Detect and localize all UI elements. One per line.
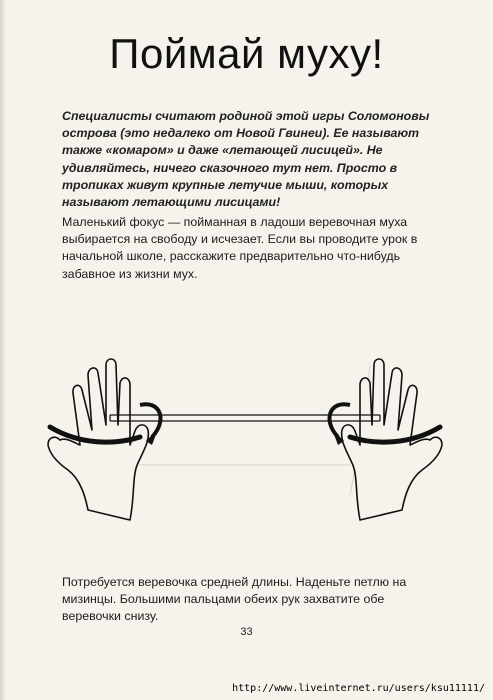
page-number: 33	[240, 626, 253, 638]
page-title: Поймай муху!	[109, 30, 384, 77]
hands-string-illustration	[40, 345, 450, 535]
page-edge-shadow	[0, 0, 6, 700]
trick-description-paragraph: Маленький фокус — пойманная в ладоши веревочная муха выбирается на свободу и исчезает. Если вы проводите урок в начальной школе, расскажите предварительно что-нибудь забавное из жизни мух.	[62, 215, 418, 281]
instructions-paragraph: Потребуется веревочка средней длины. Наденьте петлю на мизинцы. Большими пальцами обеих рук захватите обе веревочки снизу.	[62, 575, 407, 624]
string-loop	[110, 415, 380, 421]
source-url-watermark: http://www.liveinternet.ru/users/ksu11111/	[232, 683, 485, 694]
intro-paragraph: Специалисты считают родиной этой игры Соломоновы острова (это недалеко от Новой Гвинеи). Ее называют также «комаром» и даже «летающей лисицей». Не удивляйтесь, ничего сказочного тут нет. Просто в тропиках живут крупные летучие мыши, которых называют летающими лисицами!	[62, 109, 430, 210]
